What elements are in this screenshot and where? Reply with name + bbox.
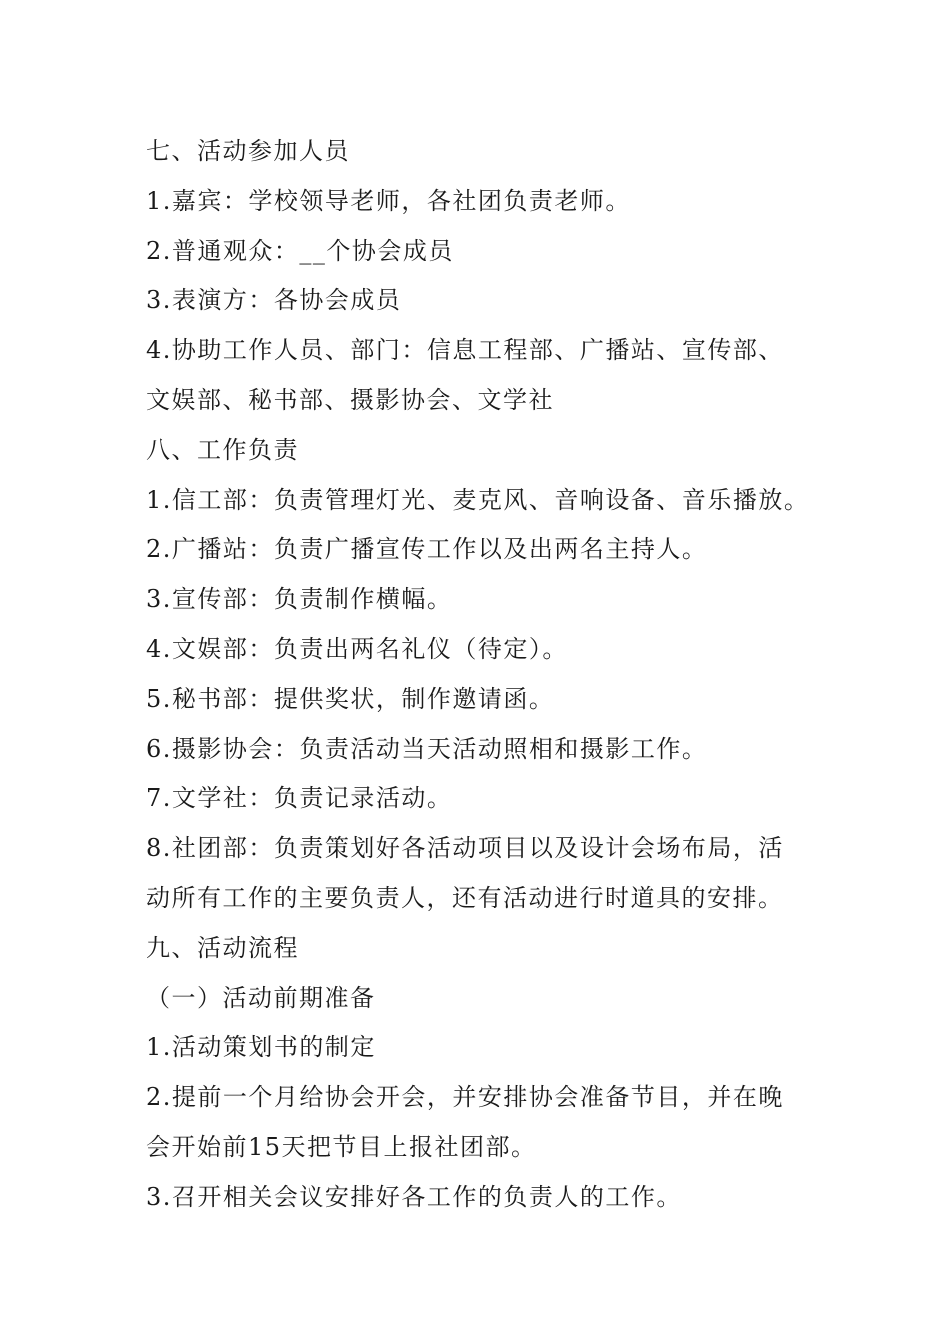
list-item: 6.摄影协会：负责活动当天活动照相和摄影工作。: [146, 734, 708, 763]
list-item: 7.文学社：负责记录活动。: [146, 784, 453, 813]
subsection-heading-preparation: （一）活动前期准备: [146, 983, 376, 1012]
list-item: 3.宣传部：负责制作横幅。: [146, 585, 453, 614]
list-item: 4.协助工作人员、部门：信息工程部、广播站、宣传部、: [146, 336, 784, 365]
list-item: 1.嘉宾：学校领导老师，各社团负责老师。: [146, 186, 631, 215]
list-item-continuation: 文娱部、秘书部、摄影协会、文学社: [146, 385, 554, 414]
list-item: 1.信工部：负责管理灯光、麦克风、音响设备、音乐播放。: [146, 485, 810, 514]
list-item: 2.普通观众：__个协会成员: [146, 236, 454, 265]
section-heading-participants: 七、活动参加人员: [146, 137, 350, 165]
list-item-continuation: 动所有工作的主要负责人，还有活动进行时道具的安排。: [146, 883, 784, 912]
list-item: 4.文娱部：负责出两名礼仪（待定）。: [146, 634, 568, 663]
list-item: 2.提前一个月给协会开会，并安排协会准备节目，并在晚: [146, 1083, 784, 1112]
list-item: 2.广播站：负责广播宣传工作以及出两名主持人。: [146, 535, 708, 564]
document-body: [146, 127, 816, 1223]
list-item: 1.活动策划书的制定: [146, 1033, 376, 1062]
list-item: 3.表演方：各协会成员: [146, 286, 402, 315]
section-heading-responsibilities: 八、工作负责: [146, 435, 299, 464]
list-item-continuation: 会开始前15天把节目上报社团部。: [146, 1132, 537, 1161]
list-item: 5.秘书部：提供奖状，制作邀请函。: [146, 684, 555, 713]
list-item: 8.社团部：负责策划好各活动项目以及设计会场布局，活: [146, 834, 784, 863]
list-item: 3.召开相关会议安排好各工作的负责人的工作。: [146, 1182, 682, 1211]
section-heading-process: 九、活动流程: [146, 933, 299, 962]
